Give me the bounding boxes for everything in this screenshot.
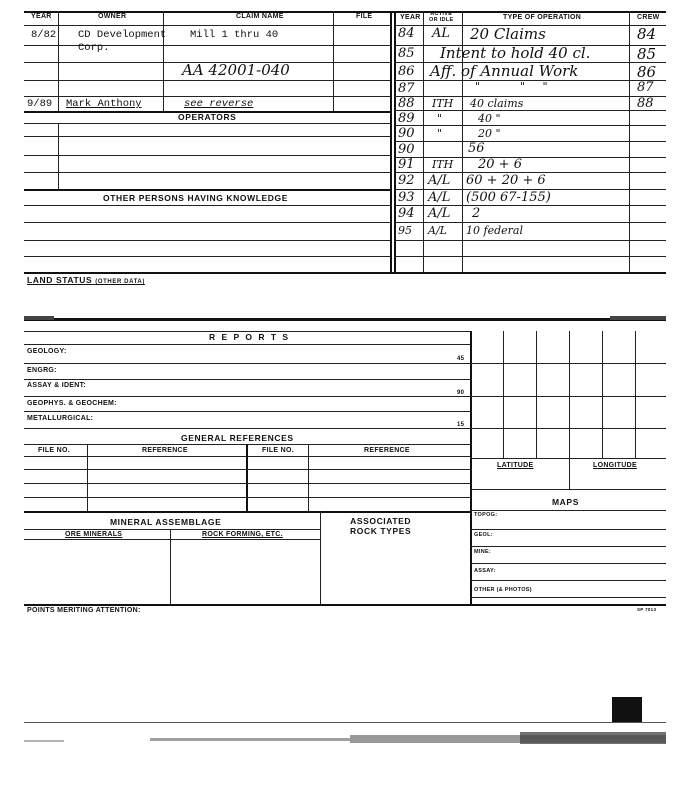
associated-rock-types-label: ASSOCIATED ROCK TYPES <box>350 516 412 536</box>
report-assay-label: ASSAY & IDENT: <box>27 382 87 389</box>
claim-row-owner: CD Development <box>78 29 167 41</box>
land-status-label: LAND STATUS (OTHER DATA) <box>27 275 145 285</box>
activity-status: " <box>437 112 443 125</box>
activity-year: 92 <box>398 173 415 188</box>
claim-row-name: Mill 1 thru 40 <box>190 29 279 41</box>
activity-type: 20 Claims <box>470 25 546 43</box>
operators-label: OPERATORS <box>178 112 237 122</box>
maps-assay-label: ASSAY: <box>474 568 496 574</box>
ref-header-file-no-2: FILE NO. <box>262 447 294 454</box>
activity-year: 88 <box>398 96 415 111</box>
claim-row-year: 8/82 <box>31 29 57 41</box>
claim-row-owner: Mark Anthony <box>66 98 142 110</box>
latitude-label: LATITUDE <box>497 462 534 469</box>
ore-minerals-label: ORE MINERALS <box>65 531 123 538</box>
points-meriting-attention-label: POINTS MERITING ATTENTION: <box>27 607 141 614</box>
form-number: SP 7013 <box>637 607 657 612</box>
rock-forming-label: ROCK FORMING, ETC. <box>202 531 283 538</box>
report-geology-label: GEOLOGY: <box>27 348 67 355</box>
activity-type: 20 " <box>478 127 501 140</box>
activity-type: 40 " <box>478 112 501 125</box>
claim-row-year: 9/89 <box>27 98 53 110</box>
activity-year: 86 <box>398 64 415 79</box>
activity-crew: 87 <box>637 80 654 95</box>
claim-row-owner: Corp. <box>78 42 110 54</box>
ref-header-reference-2: REFERENCE <box>364 447 410 454</box>
activity-header-type: TYPE OF OPERATION <box>503 14 582 21</box>
activity-type: " " <box>520 80 548 93</box>
activity-year: 87 <box>398 81 415 96</box>
maps-geol-label: GEOL: <box>474 532 493 538</box>
ref-header-file-no: FILE NO. <box>38 447 70 454</box>
activity-year: 95 <box>398 224 412 237</box>
report-engrg-label: ENGRG: <box>27 367 57 374</box>
activity-crew: 86 <box>637 63 657 81</box>
activity-year: 90 <box>398 142 415 157</box>
activity-year: 85 <box>398 46 415 61</box>
activity-header-year: YEAR <box>400 14 421 21</box>
activity-type: Intent to hold 40 cl. <box>440 44 591 62</box>
report-assay-num: 90 <box>457 390 465 396</box>
activity-year: 89 <box>398 111 415 126</box>
reports-title: R E P O R T S <box>209 332 291 342</box>
activity-type: 20 + 6 <box>478 157 522 172</box>
activity-header-active: ACTIVE OR IDLE <box>429 11 454 23</box>
maps-mine-label: MINE: <box>474 549 492 555</box>
report-geology-num: 45 <box>457 356 465 362</box>
header-year: YEAR <box>31 13 52 20</box>
report-metallurgical-label: METALLURGICAL: <box>27 415 94 422</box>
activity-status: " <box>475 80 481 93</box>
activity-status: AL <box>432 26 451 41</box>
report-geophys-label: GEOPHYS. & GEOCHEM: <box>27 400 117 407</box>
activity-type: 56 <box>468 141 485 156</box>
activity-type: 40 claims <box>470 97 524 110</box>
activity-status: A/L <box>428 190 451 205</box>
activity-year: 90 <box>398 126 415 141</box>
activity-year: 91 <box>398 157 415 172</box>
maps-topog-label: TOPOG: <box>474 512 498 518</box>
activity-status: " <box>437 127 443 140</box>
activity-year: 94 <box>398 206 415 221</box>
general-references-title: GENERAL REFERENCES <box>181 433 294 443</box>
activity-type: Aff. of Annual Work <box>430 62 579 80</box>
activity-status: ITH <box>432 158 454 171</box>
activity-status: A/L <box>428 224 447 237</box>
claim-serial-handwritten: AA 42001-040 <box>182 61 290 79</box>
activity-type: 2 <box>472 206 481 221</box>
maps-other-label: OTHER (& PHOTOS) <box>474 587 532 593</box>
activity-status: ITH <box>432 97 454 110</box>
header-file: FILE <box>356 13 373 20</box>
header-claim-name: CLAIM NAME <box>236 13 284 20</box>
activity-status: A/L <box>428 173 451 188</box>
longitude-label: LONGITUDE <box>593 462 637 469</box>
claim-row-name: see reverse <box>184 98 254 110</box>
knowledge-label: OTHER PERSONS HAVING KNOWLEDGE <box>103 193 289 203</box>
activity-crew: 84 <box>637 25 657 43</box>
activity-year: 93 <box>398 190 415 205</box>
ref-header-reference: REFERENCE <box>142 447 188 454</box>
activity-type: (500 67-155) <box>466 190 551 205</box>
activity-type: 60 + 20 + 6 <box>466 173 546 188</box>
activity-crew: 85 <box>637 45 657 63</box>
activity-year: 84 <box>398 26 415 41</box>
header-owner: OWNER <box>98 13 127 20</box>
activity-crew: 88 <box>637 96 654 111</box>
mineral-assemblage-title: MINERAL ASSEMBLAGE <box>110 517 222 527</box>
report-metallurgical-num: 15 <box>457 422 465 428</box>
activity-status: A/L <box>428 206 451 221</box>
activity-type: 10 federal <box>466 224 523 237</box>
activity-header-crew: CREW <box>637 14 660 21</box>
maps-title: MAPS <box>552 497 579 507</box>
